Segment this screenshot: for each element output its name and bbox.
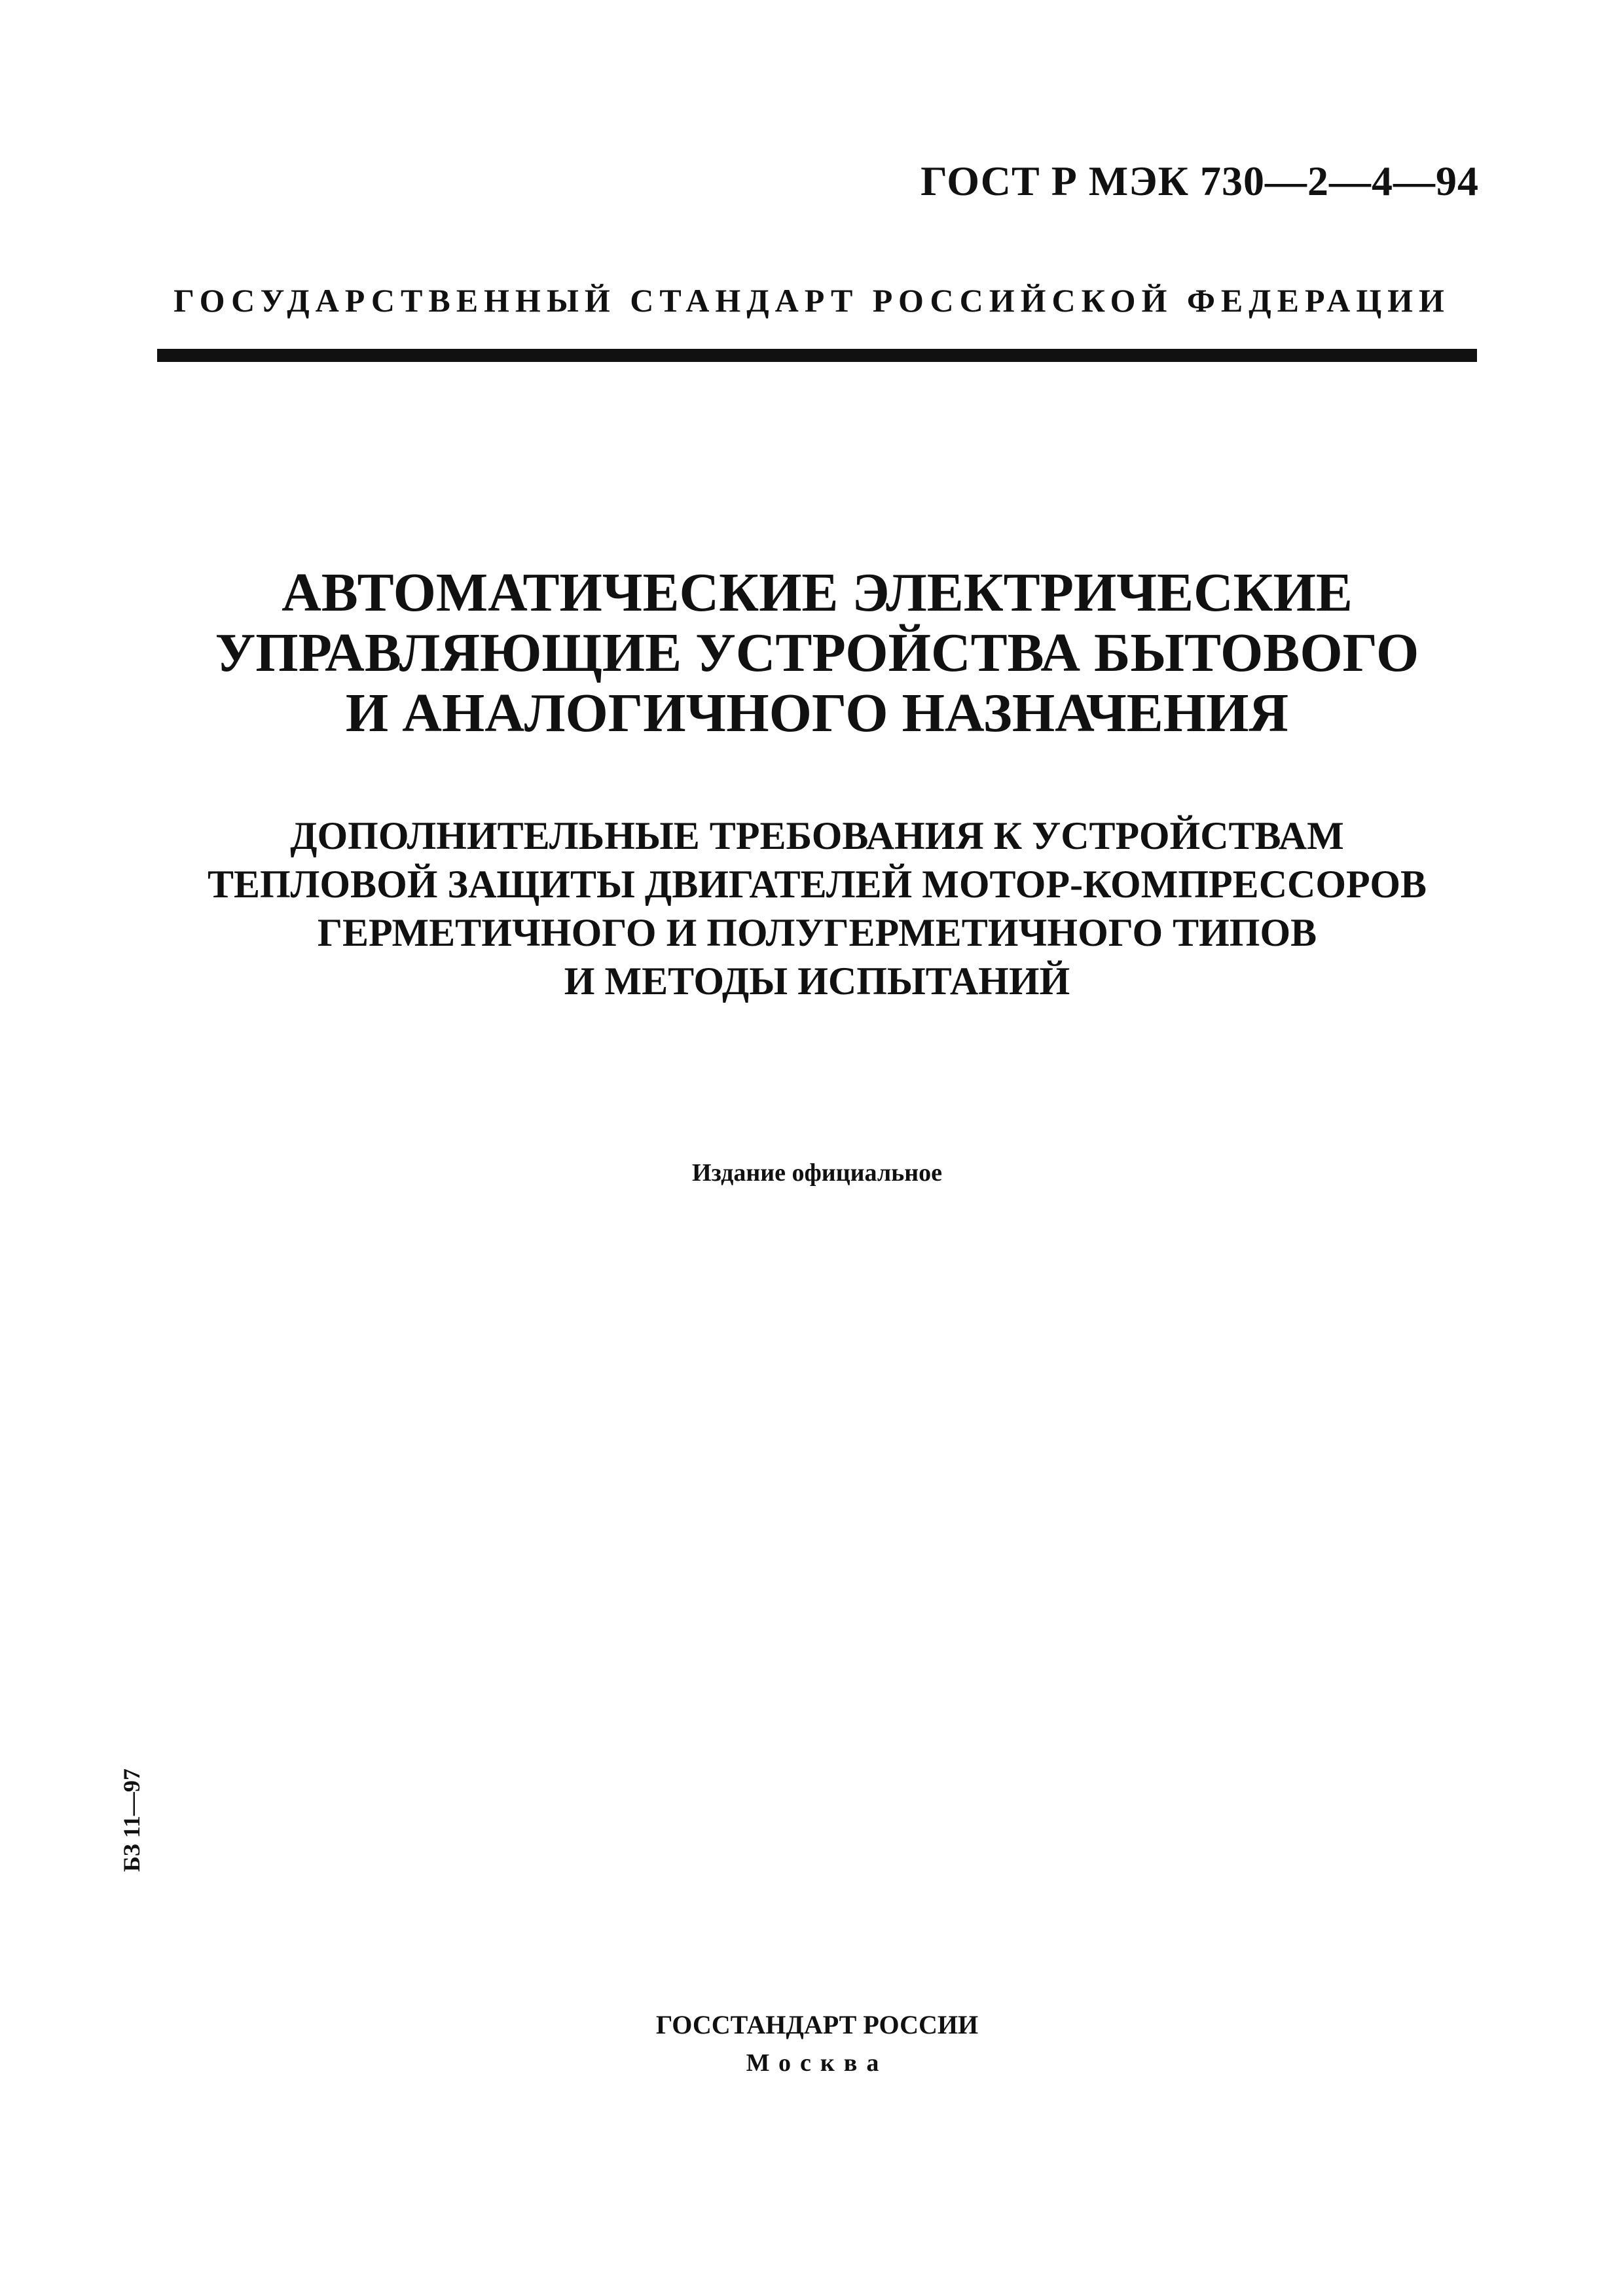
publisher: ГОССТАНДАРТ РОССИИ (655, 2010, 979, 2039)
edition-label: Издание официальное (691, 1159, 942, 1187)
main-title (157, 563, 1477, 744)
header-rule (157, 349, 1477, 362)
subtitle (157, 812, 1477, 1005)
main-title-line: И АНАЛОГИЧНОГО НАЗНАЧЕНИЯ (345, 683, 1289, 744)
main-title-line: УПРАВЛЯЮЩИЕ УСТРОЙСТВА БЫТОВОГО (215, 622, 1419, 683)
city: Москва (746, 2049, 888, 2077)
state-standard-heading: ГОСУДАРСТВЕННЫЙ СТАНДАРТ РОССИЙСКОЙ ФЕДЕРАЦИИ (173, 282, 1450, 319)
subtitle-line: ГЕРМЕТИЧНОГО И ПОЛУГЕРМЕТИЧНОГО ТИПОВ (317, 911, 1317, 954)
subtitle-line: ДОПОЛНИТЕЛЬНЫЕ ТРЕБОВАНИЯ К УСТРОЙСТВАМ (290, 814, 1344, 857)
standard-number: ГОСТ Р МЭК 730—2—4—94 (921, 158, 1479, 204)
subtitle-line: ТЕПЛОВОЙ ЗАЩИТЫ ДВИГАТЕЛЕЙ МОТОР-КОМПРЕССОРОВ (207, 863, 1427, 906)
side-code: БЗ 11—97 (119, 1768, 145, 1872)
main-title-line: АВТОМАТИЧЕСКИЕ ЭЛЕКТРИЧЕСКИЕ (282, 562, 1353, 623)
subtitle-line: И МЕТОДЫ ИСПЫТАНИЙ (564, 960, 1070, 1003)
